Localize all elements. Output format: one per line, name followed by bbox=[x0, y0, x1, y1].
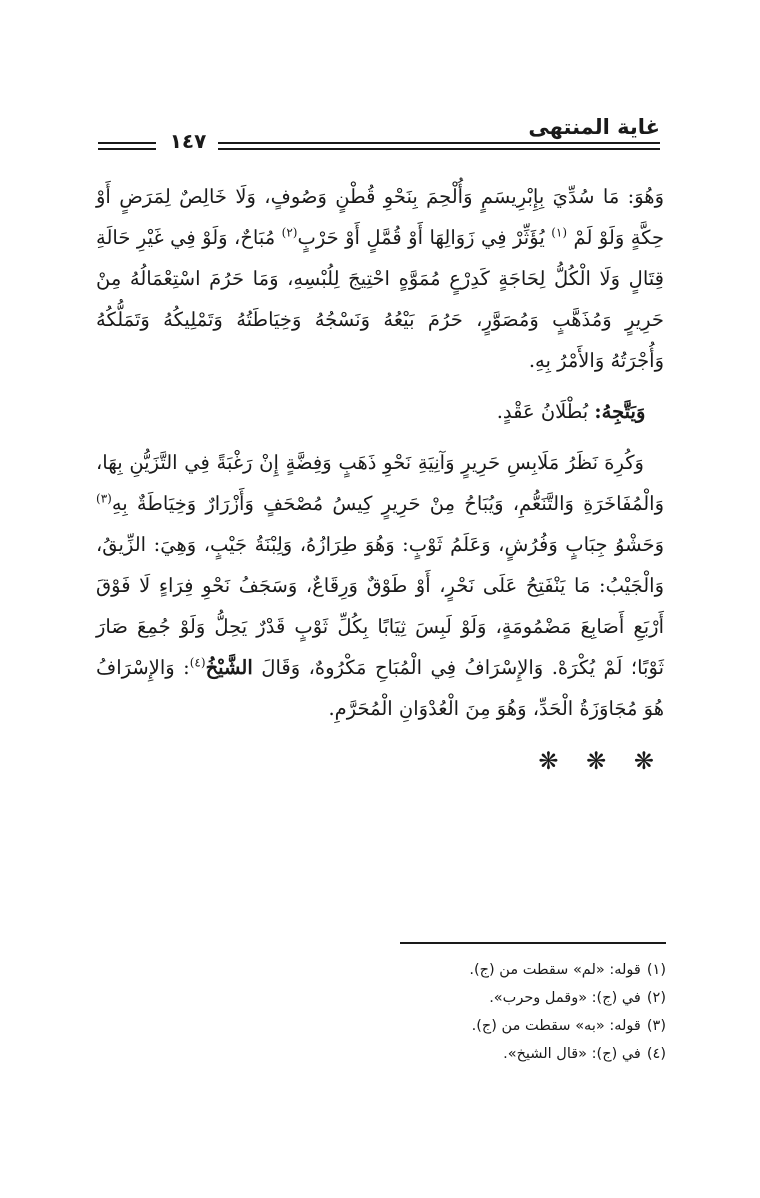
footnote-number: (٣) bbox=[646, 1018, 666, 1034]
footnote-ref-1[interactable]: (١) bbox=[551, 225, 568, 240]
paragraph-2-term: وَيَتَّجِهُ: bbox=[594, 400, 646, 423]
footnote-ref-3[interactable]: (٣) bbox=[96, 491, 112, 506]
footnotes bbox=[300, 956, 666, 1068]
paragraph-1-part-c: مُبَاحٌ، وَلَوْ فِي غَيْرِ حَالَةِ قِتَالٍ وَلَا الْكُلُّ لِحَاجَةٍ كَدِرْعٍ مُمَوَّهٍ احْتِيجَ لِلُبْسِهِ، وَمَا حَرُمَ اسْتِعْمَالُهُ مِنْ حَرِيرٍ وَمُذَهَّبٍ وَمُصَوَّرٍ، حَرُمَ بَيْعُهُ وَنَسْجُهُ وَخِيَاطَتُهُ وَتَمْلِيكُهُ وَتَمَلُّكُهُ وَأُجْرَتُهُ وَالأَمْرُ بِهِ. bbox=[96, 226, 664, 372]
footnote-text: قوله: «لم» سقطت من (ج). bbox=[469, 962, 641, 978]
header-rule-left bbox=[98, 142, 156, 144]
footnote-3 bbox=[300, 1012, 666, 1040]
section-separator: ❋ ❋ ❋ bbox=[538, 747, 664, 775]
footnote-ref-2[interactable]: (٢) bbox=[281, 225, 298, 240]
footnote-1 bbox=[300, 956, 666, 984]
footnote-ref-4[interactable]: (٤) bbox=[189, 655, 206, 670]
page-number: ١٤٧ bbox=[169, 129, 207, 153]
footnote-text: قوله: «به» سقطت من (ج). bbox=[471, 1018, 641, 1034]
paragraph-3-part-a: وَكُرِهَ نَظَرُ مَلَابِسِ حَرِيرٍ وَآنِيَةِ نَحْوِ ذَهَبٍ وَفِضَّةٍ إِنْ رَغْبَةً فِي التَّزَيُّنِ بِهَا، وَالْمُفَاخَرَةِ وَالتَّنَعُّمِ، وَيُبَاحُ مِنْ حَرِيرٍ كِيسُ مُصْحَفٍ وَأَزْرَارٌ وَخِيَاطَةٌ بِهِ bbox=[96, 451, 664, 515]
paragraph-2 bbox=[96, 391, 664, 432]
footnote-number: (٢) bbox=[646, 990, 666, 1006]
running-header bbox=[98, 112, 660, 156]
paragraph-3-term: الشَّيْخُ bbox=[205, 656, 253, 679]
footnote-2 bbox=[300, 984, 666, 1012]
paragraph-3 bbox=[96, 442, 664, 729]
footnote-text: في (ج): «وقمل وحرب». bbox=[489, 990, 641, 1006]
header-rule-right bbox=[218, 142, 660, 144]
paragraph-3-part-c: : وَالإِسْرَافُ هُوَ مُجَاوَزَةُ الْحَدِّ، وَهُوَ مِنَ الْعُدْوَانِ الْمُحَرَّمِ. bbox=[96, 656, 664, 720]
footnote-text: في (ج): «قال الشيخ». bbox=[503, 1046, 641, 1062]
book-title: غاية المنتهى bbox=[528, 115, 660, 139]
footnote-4 bbox=[300, 1040, 666, 1068]
paragraph-1-part-a: وَهُوَ: مَا سُدِّيَ بِإِبْرِيسَمٍ وَأُلْحِمَ بِنَحْوِ قُطْنٍ وَصُوفٍ، وَلَا خَالِصٌ لِمَرَضٍ أَوْ حِكَّةٍ وَلَوْ لَمْ bbox=[96, 185, 665, 249]
paragraph-2-text: بُطْلَانُ عَقْدٍ. bbox=[496, 400, 589, 423]
paragraph-3-part-b: وَحَشْوُ جِبَابٍ وَفُرُشٍ، وَعَلَمُ ثَوْبٍ: وَهُوَ طِرَازُهُ، وَلِبْنَةُ جَيْبٍ، وَهِيَ: الزِّيقُ، وَالْجَيْبُ: مَا يَنْفَتِحُ عَلَى نَحْرٍ، أَوْ طَوْقٌ وَرِقَاعٌ، وَسَجَفُ نَحْوِ فِرَاءٍ لَا فَوْقَ أَرْبَعِ أَصَابِعَ مَضْمُومَةٍ، وَلَوْ لَبِسَ ثِيَابًا بِكُلِّ ثَوْبٍ قَدْرٌ يَحِلُّ وَلَوْ جُمِعَ صَارَ ثَوْبًا؛ لَمْ يُكْرَهْ. وَالإِسْرَافُ فِي الْمُبَاحِ مَكْرُوهٌ، وَقَالَ bbox=[96, 533, 664, 679]
footnote-number: (٤) bbox=[646, 1046, 666, 1062]
footnote-divider bbox=[400, 942, 666, 944]
paragraph-1 bbox=[96, 176, 664, 381]
paragraph-1-part-b: يُؤَثِّرْ فِي زَوَالِهَا أَوْ قُمَّلٍ أَوْ حَرْبٍ bbox=[297, 226, 545, 249]
footnote-number: (١) bbox=[646, 962, 666, 978]
main-text bbox=[96, 176, 664, 781]
